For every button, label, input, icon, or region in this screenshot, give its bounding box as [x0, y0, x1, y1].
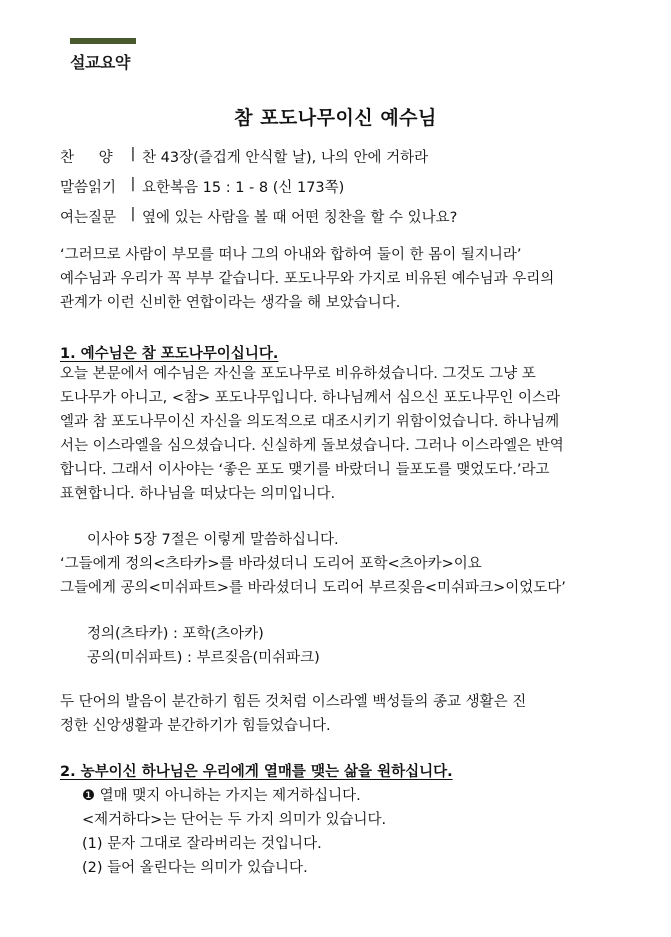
meta-separator: |: [130, 206, 136, 222]
intro-paragraph: [60, 243, 627, 315]
meta-row-opening-question: [60, 206, 457, 227]
header-accent-bar: [70, 38, 136, 44]
text-line: 도나무가 아니고, <참> 포도나무입니다. 하나님께서 심으신 포도나무인 이스라: [60, 390, 560, 406]
meta-row-reading: [60, 176, 344, 197]
text-line: ‘그러므로 사람이 부모를 떠나 그의 아내와 합하여 둘이 한 몸이 될지니라’: [60, 247, 522, 263]
text-line: 관계가 이런 신비한 연합이라는 생각을 해 보았습니다.: [60, 295, 401, 311]
section-2-heading: 2. 농부이신 하나님은 우리에게 열매를 맺는 삶을 원하십니다.: [60, 764, 453, 780]
text-line: 정한 신앙생활과 분간하기가 힘들었습니다.: [60, 718, 331, 734]
isaiah-quote-line: 그들에게 공의<미쉬파트>를 바라셨더니 도리어 부르짖음<미쉬파크>이었도다’: [60, 580, 566, 596]
text-line: 합니다. 그래서 이사야는 ‘좋은 포도 맺기를 바랐더니 들포도를 맺었도다.’라고: [60, 462, 550, 478]
meta-value: 옆에 있는 사람을 볼 때 어떤 칭찬을 할 수 있나요?: [142, 210, 458, 226]
isaiah-quote-line: ‘그들에게 정의<츠타카>를 바라셨더니 도리어 포학<츠아카>이요: [60, 556, 482, 572]
text-line: 서는 이스라엘을 심으셨습니다. 신실하게 돌보셨습니다. 그러나 이스라엘은 반역: [60, 438, 564, 454]
meta-separator: |: [130, 146, 136, 162]
section-2-line: (1) 문자 그대로 잘라버리는 것입니다.: [82, 836, 322, 852]
text-line: 엘과 참 포도나무이신 자신을 의도적으로 대조시키기 위함이었습니다. 하나님께: [60, 414, 560, 430]
text-line: 예수님과 우리가 꼭 부부 같습니다. 포도나무와 가지로 비유된 예수님과 우리의: [60, 271, 555, 287]
sermon-title: 참 포도나무이신 예수님: [234, 107, 437, 129]
meta-separator: |: [130, 176, 136, 192]
meta-value: 찬 43장(즐겁게 안식할 날), 나의 안에 거하라: [142, 150, 429, 166]
section-1-conclusion: [60, 690, 627, 738]
meta-key: 여는질문: [60, 210, 117, 226]
meta-value: 요한복음 15 : 1 - 8 (신 173쪽): [142, 180, 345, 196]
text-line: 표현합니다. 하나님을 떠났다는 의미입니다.: [60, 486, 336, 502]
section-2-point: ❶ 열매 맺지 아니하는 가지는 제거하십니다.: [82, 788, 361, 804]
word-pair: 공의(미쉬파트) : 부르짖음(미쉬파크): [87, 650, 320, 666]
section-tag-label: 설교요약: [70, 53, 130, 72]
section-2-line: (2) 들어 올린다는 의미가 있습니다.: [82, 860, 308, 876]
text-line: 두 단어의 발음이 분간하기 힘든 것처럼 이스라엘 백성들의 종교 생활은 진: [60, 694, 527, 710]
meta-row-hymn: [60, 146, 428, 167]
meta-key: 찬 양: [60, 150, 123, 166]
text-line: 오늘 본문에서 예수님은 자신을 포도나무로 비유하셨습니다. 그것도 그냥 포: [60, 366, 536, 382]
section-1-paragraph: [60, 362, 627, 506]
section-1-heading: 1. 예수님은 참 포도나무이십니다.: [60, 346, 279, 362]
isaiah-intro: 이사야 5장 7절은 이렇게 말씀하십니다.: [87, 532, 339, 548]
section-2-line: <제거하다>는 단어는 두 가지 의미가 있습니다.: [82, 812, 387, 828]
word-pair: 정의(츠타카) : 포학(츠아카): [87, 626, 264, 642]
meta-key: 말씀읽기: [60, 180, 117, 196]
